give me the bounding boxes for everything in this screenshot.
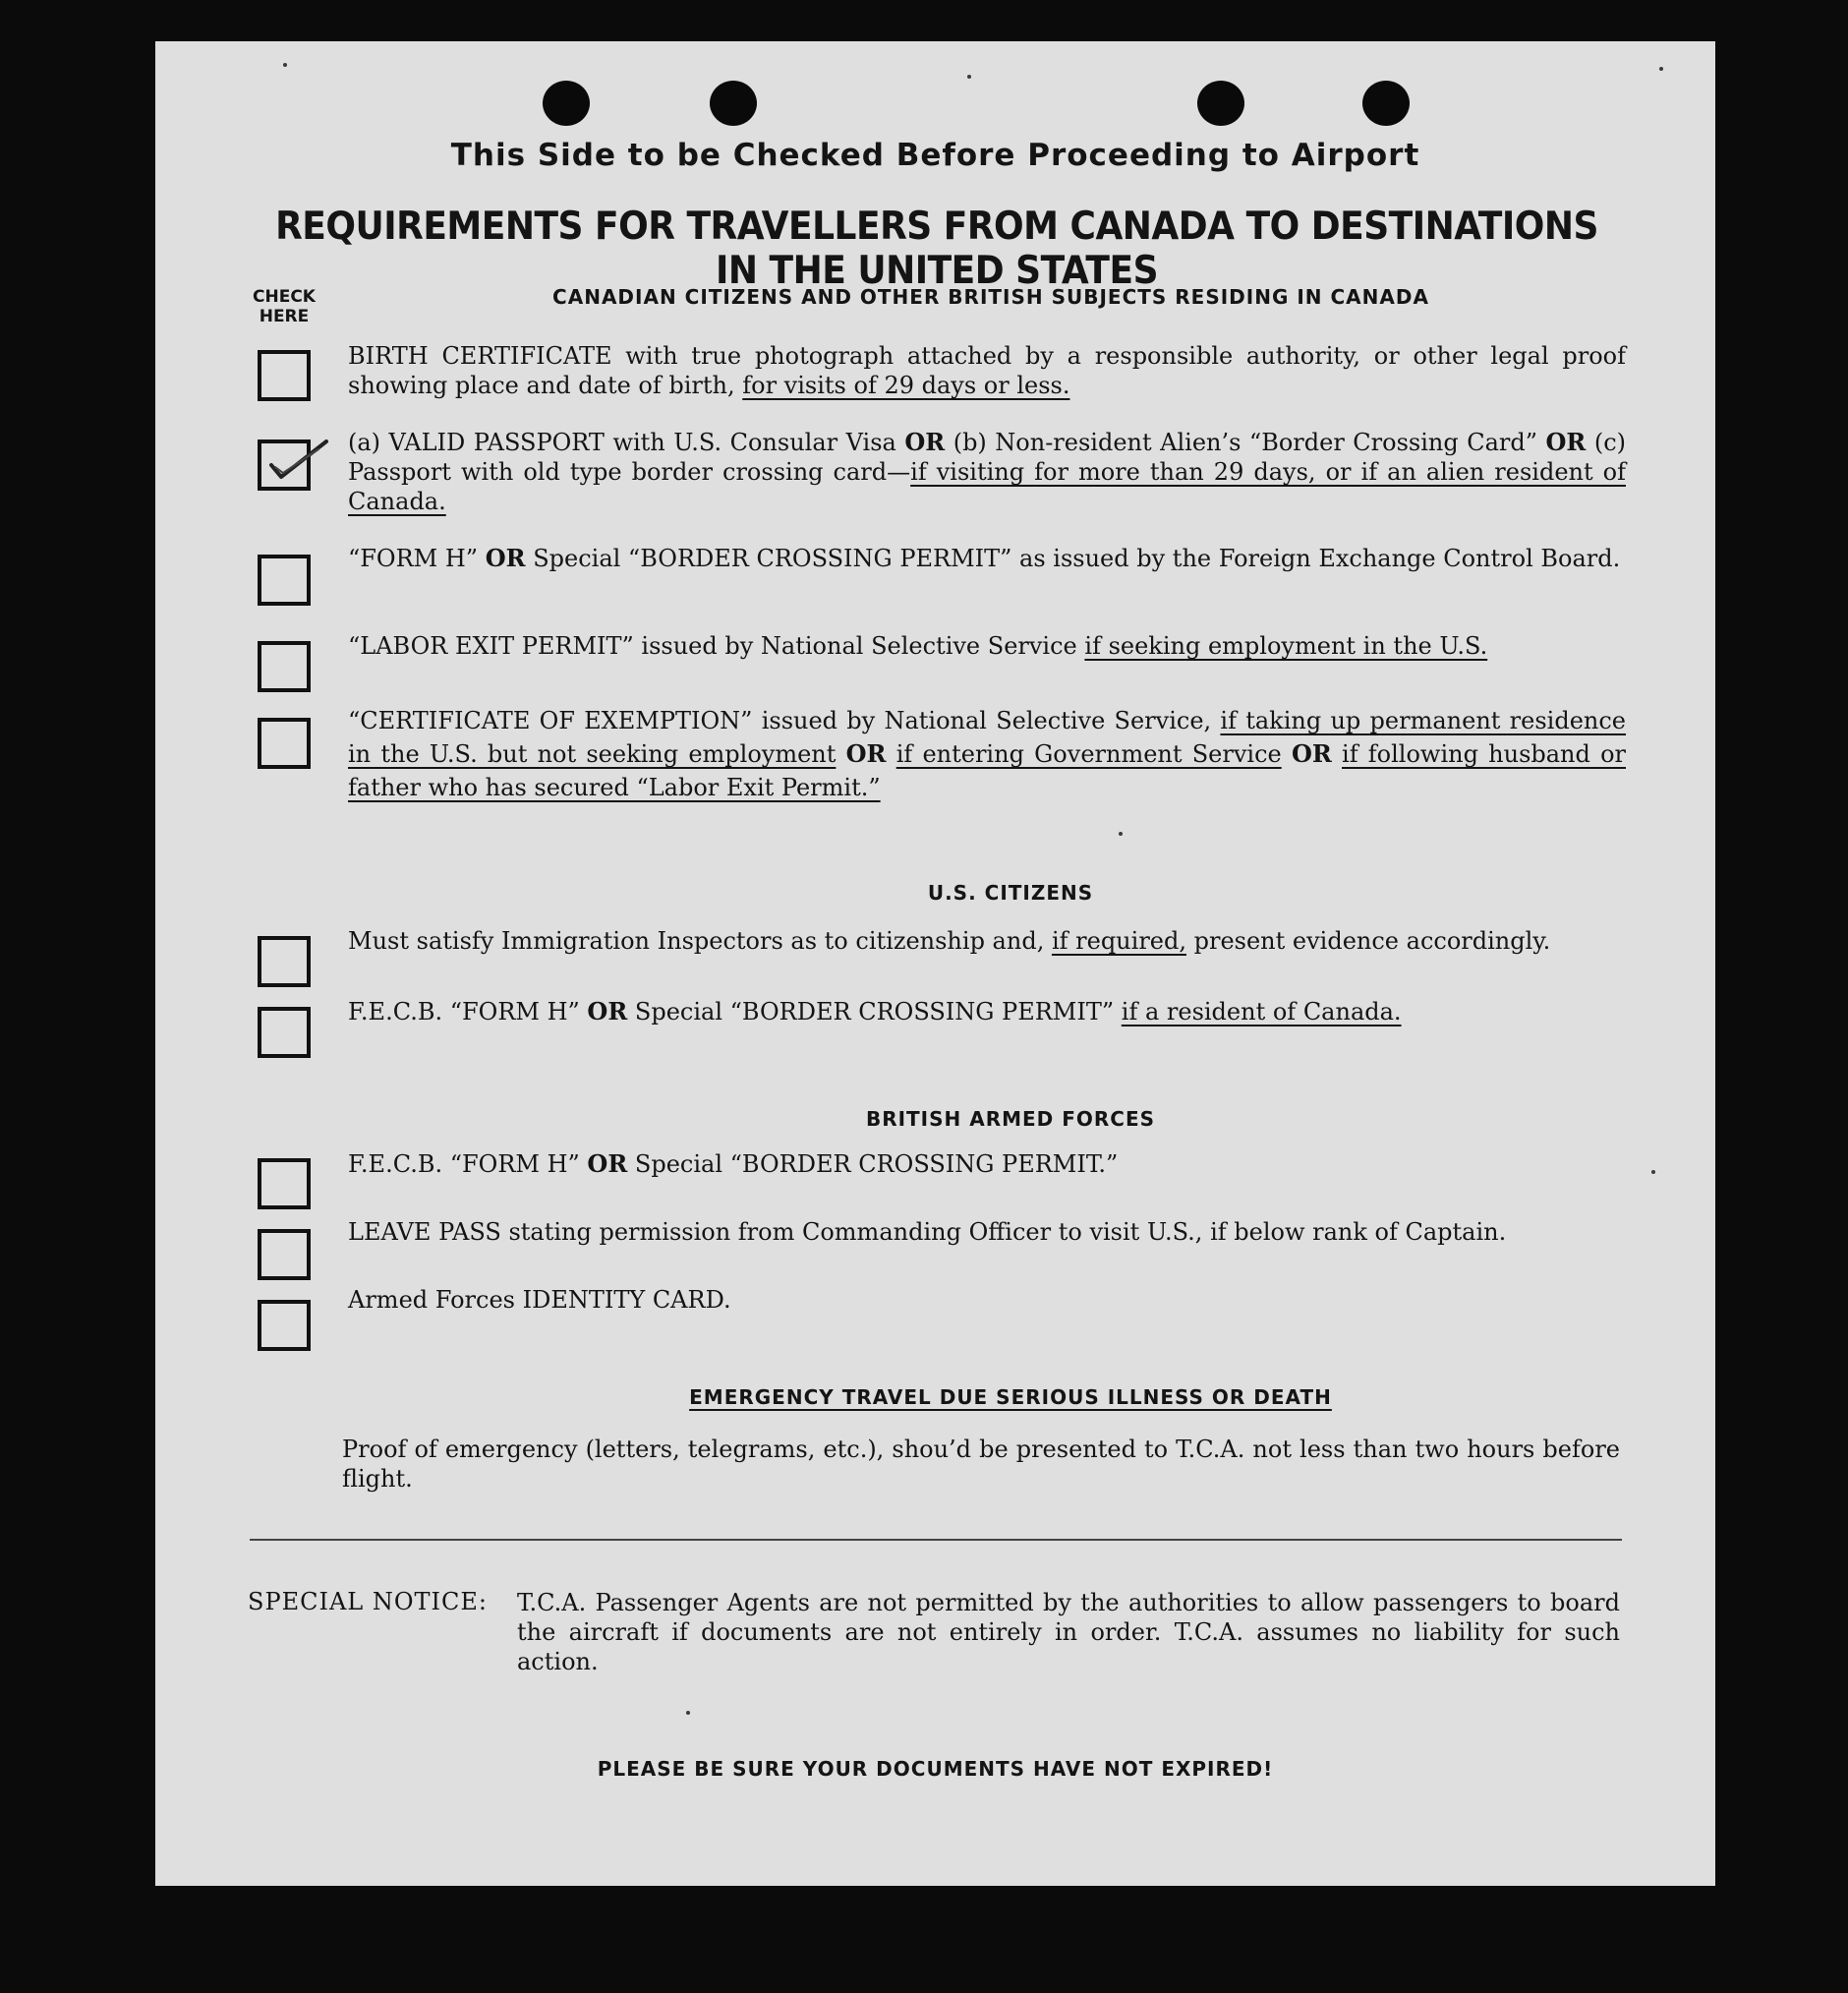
checkbox-form-h[interactable] [258,555,311,606]
item-condition: if seeking employment in the U.S. [1084,632,1488,660]
checkbox-valid-passport[interactable] [258,440,311,491]
dust-speck [1659,67,1663,71]
dust-speck [686,1711,690,1715]
item-condition: if entering Government Service [895,740,1282,768]
section-heading-emergency [539,1385,1482,1409]
divider [250,1539,1622,1541]
section-heading-us-citizens: U.S. CITIZENS [927,881,1094,905]
item-text: F.E.C.B. “FORM H” [348,1150,588,1178]
item-birth-certificate [348,341,1626,400]
item-us-fecb-form-h [348,997,1626,1026]
item-condition: if a resident of Canada. [1121,998,1402,1026]
item-text: Special “BORDER CROSSING PERMIT.” [627,1150,1119,1178]
checkbox-birth-certificate[interactable] [258,350,311,401]
checkbox-identity-card[interactable] [258,1300,311,1351]
section-heading-canadian: CANADIAN CITIZENS AND OTHER BRITISH SUBJECTS RESIDING IN CANADA [552,285,1429,309]
punch-hole [543,81,590,126]
item-condition: if following husband or father who has secured “Labor Exit Permit.” [348,740,1627,801]
header-line: This Side to be Checked Before Proceeding to Airport [450,138,1420,173]
or-label: OR [485,544,526,572]
item-text: BIRTH CERTIFICATE with true photograph attached by a responsible authority, or other legal proof showing place and date of birth, [348,342,1626,399]
item-certificate-of-exemption [348,704,1626,804]
item-text: (b) Non-resident Alien’s “Border Crossing Card” [945,429,1546,456]
checkbox-leave-pass[interactable] [258,1229,311,1280]
footer-warning: PLEASE BE SURE YOUR DOCUMENTS HAVE NOT EXPIRED! [597,1757,1274,1781]
dust-speck [1651,1170,1655,1174]
checkbox-satisfy-inspectors[interactable] [258,936,311,987]
item-text: Special “BORDER CROSSING PERMIT” as issued by the Foreign Exchange Control Board. [525,545,1621,572]
item-leave-pass: LEAVE PASS stating permission from Commanding Officer to visit U.S., if below rank of Captain. [348,1218,1507,1246]
dust-speck [283,63,287,67]
dust-speck [1119,832,1123,836]
or-label: OR [845,739,887,768]
special-notice-text: T.C.A. Passenger Agents are not permitted by the authorities to allow passengers to board the aircraft if documents are not entirely in order. T.C.A. assumes no liability for such action. [517,1589,1620,1675]
item-text: “CERTIFICATE OF EXEMPTION” issued by National Selective Service, [348,707,1221,734]
page-title: REQUIREMENTS FOR TRAVELLERS FROM CANADA TO DESTINATIONS IN THE UNITED STATES [275,204,1598,294]
or-label: OR [904,428,946,456]
item-valid-passport [348,428,1626,516]
item-condition: if visiting for more than 29 days, or if an alien resident of Canada. [348,458,1626,515]
item-condition: if required, [1051,927,1186,955]
section-heading-armed-forces: BRITISH ARMED FORCES [865,1107,1156,1131]
or-label: OR [587,1149,628,1178]
item-form-h [348,544,1626,573]
item-text: “FORM H” [348,545,486,572]
punch-hole [710,81,757,126]
item-text: present evidence accordingly. [1185,927,1551,955]
or-label: OR [1545,428,1587,456]
dust-speck [967,75,971,79]
or-label: OR [1291,739,1332,768]
checkbox-certificate-of-exemption[interactable] [258,718,311,769]
item-labor-exit-permit [348,631,1626,661]
punch-hole [1197,81,1244,126]
checkbox-labor-exit-permit[interactable] [258,641,311,692]
special-notice-label: SPECIAL NOTICE: [248,1588,488,1615]
check-here-label: CHECK HERE [253,287,316,326]
or-label: OR [587,997,628,1026]
item-text: (a) VALID PASSPORT with U.S. Consular Visa [348,429,905,456]
emergency-heading-text: EMERGENCY TRAVEL DUE SERIOUS ILLNESS OR DEATH [689,1385,1332,1409]
checkbox-armed-fecb-form-h[interactable] [258,1158,311,1209]
item-satisfy-inspectors [348,926,1626,956]
item-text: “LABOR EXIT PERMIT” issued by National Selective Service [348,632,1085,660]
checkbox-us-fecb-form-h[interactable] [258,1007,311,1058]
form-sheet [155,41,1715,1886]
item-text: (c) Passport with old type border crossing card— [348,429,1627,486]
emergency-text: Proof of emergency (letters, telegrams, etc.), shou’d be presented to T.C.A. not less than two hours before flight. [342,1436,1620,1493]
item-identity-card: Armed Forces IDENTITY CARD. [348,1286,731,1314]
punch-hole [1362,81,1410,126]
item-text: F.E.C.B. “FORM H” [348,998,588,1026]
item-text: Must satisfy Immigration Inspectors as to citizenship and, [348,927,1052,955]
checkmark-icon [263,438,334,487]
item-text: Special “BORDER CROSSING PERMIT” [627,998,1122,1026]
item-condition: for visits of 29 days or less. [742,372,1070,399]
item-armed-fecb-form-h [348,1149,1626,1179]
item-condition: if taking up permanent residence in the U.S. but not seeking employment [348,707,1627,768]
